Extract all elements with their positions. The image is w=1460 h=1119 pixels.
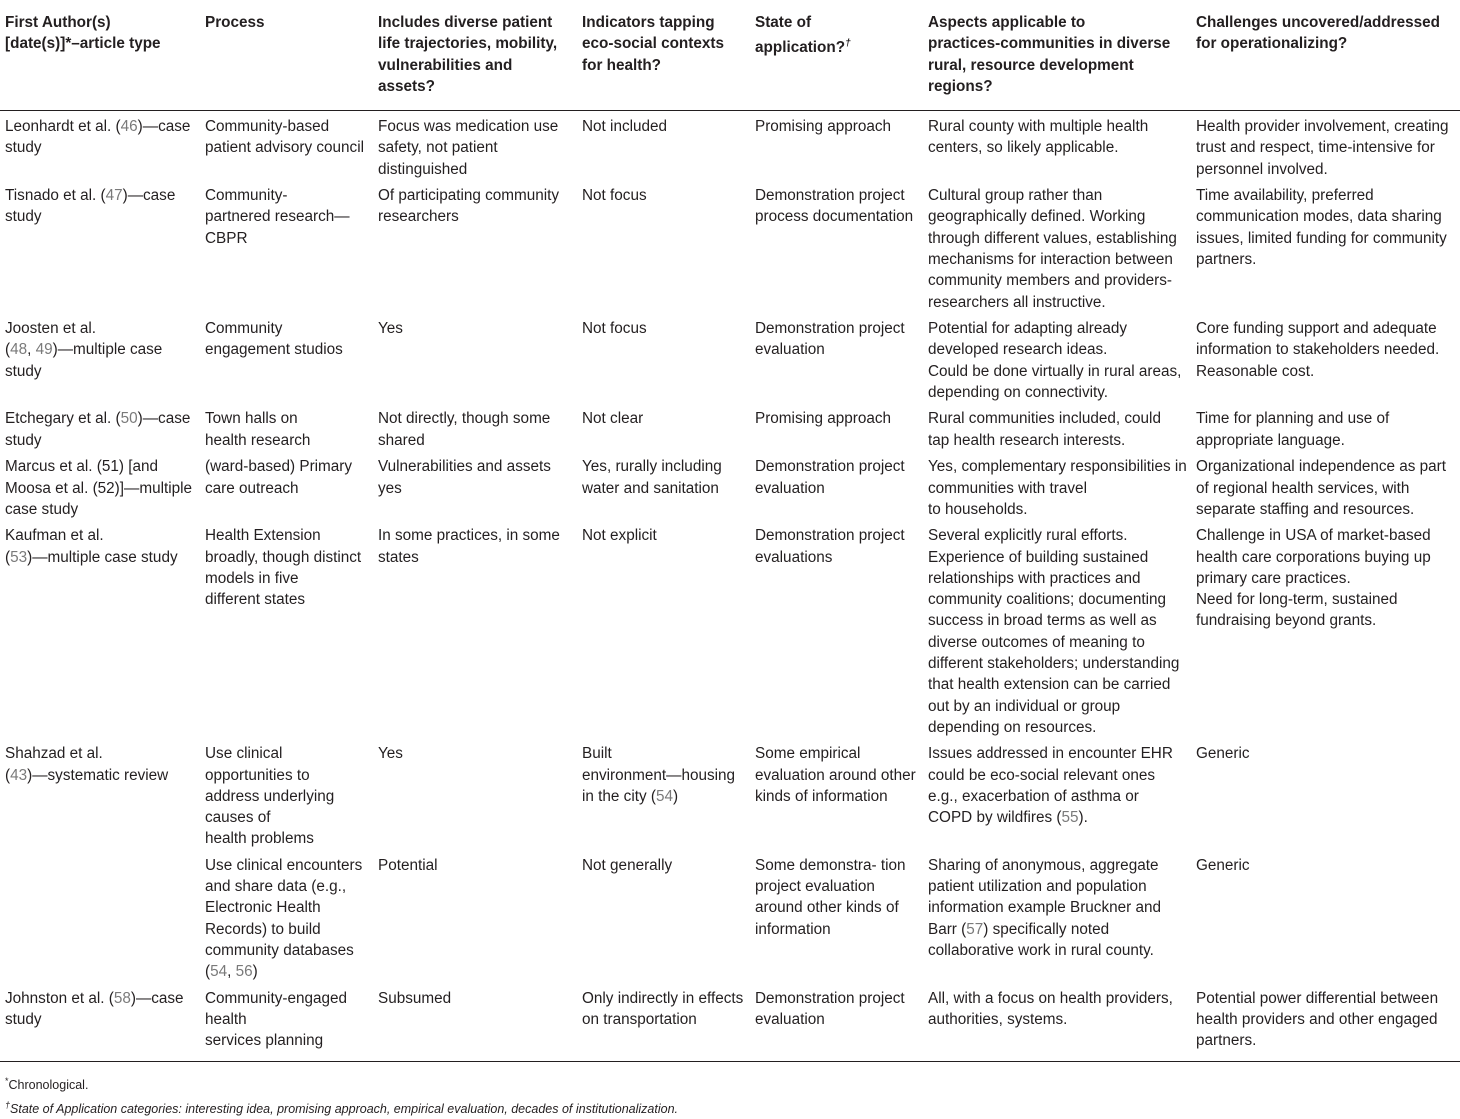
cell-line: health care corporations buying up bbox=[1196, 548, 1431, 566]
cell-line: Potential bbox=[378, 856, 438, 874]
cell-line: information to stakeholders needed. bbox=[1196, 341, 1440, 359]
cell-line: process documentation bbox=[755, 208, 914, 226]
cell-patient-trajectories bbox=[378, 313, 582, 403]
cell-line: Yes bbox=[378, 320, 403, 338]
cell-eco-social-indicators bbox=[582, 180, 755, 313]
cell-process bbox=[205, 180, 378, 313]
cell-line: Not directly, though some bbox=[378, 410, 551, 428]
cell-patient-trajectories bbox=[378, 403, 582, 451]
citation-ref[interactable]: 57 bbox=[966, 920, 984, 938]
cell-line: appropriate language. bbox=[1196, 431, 1345, 449]
cell-line: Community bbox=[205, 320, 283, 338]
cell-line: mechanisms for interaction between bbox=[928, 250, 1173, 268]
cell-rural-aspects bbox=[928, 403, 1196, 451]
cell-eco-social-indicators bbox=[582, 983, 755, 1062]
header-line: life trajectories, mobility, bbox=[378, 35, 558, 53]
cell-line: different stakeholders; understanding bbox=[928, 655, 1180, 673]
citation-ref[interactable]: 49 bbox=[35, 341, 53, 359]
cell-challenges bbox=[1196, 983, 1460, 1062]
cell-line: e.g., exacerbation of asthma or bbox=[928, 787, 1139, 805]
cell-eco-social-indicators bbox=[582, 850, 755, 983]
cell-line: Time for planning and use of bbox=[1196, 410, 1390, 428]
footnote-text: Chronological. bbox=[8, 1078, 89, 1093]
cell-line: authorities, systems. bbox=[928, 1011, 1068, 1029]
cell-line: evaluations bbox=[755, 548, 833, 566]
cell-rural-aspects bbox=[928, 738, 1196, 849]
cell-line: Not explicit bbox=[582, 527, 657, 545]
cell-line: study bbox=[5, 1011, 42, 1029]
cell-line: study bbox=[5, 362, 42, 380]
cell-line: Not included bbox=[582, 118, 668, 136]
cell-line: collaborative work in rural county. bbox=[928, 941, 1154, 959]
cell-line: primary care practices. bbox=[1196, 569, 1351, 587]
cell-line: Potential power differential between bbox=[1196, 989, 1439, 1007]
cell-line: evaluation bbox=[755, 1011, 825, 1029]
column-header-challenges bbox=[1196, 0, 1460, 111]
cell-process bbox=[205, 520, 378, 738]
cell-author bbox=[0, 738, 205, 849]
cell-state-of-application bbox=[755, 850, 928, 983]
cell-eco-social-indicators bbox=[582, 111, 755, 180]
footnote-mark: * bbox=[5, 1076, 9, 1086]
cell-eco-social-indicators bbox=[582, 451, 755, 520]
cell-line: on transportation bbox=[582, 1011, 697, 1029]
cell-line: out by an individual or group bbox=[928, 697, 1121, 715]
cell-author bbox=[0, 850, 205, 983]
cell-line: patient utilization and population bbox=[928, 878, 1147, 896]
cell-line: Rural communities included, could bbox=[928, 410, 1161, 428]
cell-line: Etchegary et al. (50)—case bbox=[5, 410, 191, 428]
table-row bbox=[0, 451, 1460, 520]
cell-line: engagement studios bbox=[205, 341, 343, 359]
cell-line: developed research ideas. bbox=[928, 341, 1108, 359]
cell-patient-trajectories bbox=[378, 738, 582, 849]
cell-line: different states bbox=[205, 591, 306, 609]
cell-line: relationships with practices and bbox=[928, 569, 1141, 587]
cell-line: partners. bbox=[1196, 250, 1257, 268]
column-header-rural-aspects bbox=[928, 0, 1196, 111]
cell-patient-trajectories bbox=[378, 983, 582, 1062]
cell-line: Johnston et al. (58)—case bbox=[5, 989, 184, 1007]
cell-line: Community- bbox=[205, 187, 288, 205]
cell-line: Organizational independence as part bbox=[1196, 458, 1447, 476]
cell-state-of-application bbox=[755, 180, 928, 313]
cell-line: tap health research interests. bbox=[928, 431, 1126, 449]
cell-line: (54, 56) bbox=[205, 963, 258, 981]
citation-ref[interactable]: 48 bbox=[10, 341, 28, 359]
cell-line: community members and providers- bbox=[928, 272, 1172, 290]
cell-line: health bbox=[205, 1011, 247, 1029]
footnote-state-of-application bbox=[5, 1095, 678, 1119]
cell-line: Only indirectly in effects bbox=[582, 989, 744, 1007]
footnote-chronological bbox=[5, 1071, 678, 1095]
cell-state-of-application bbox=[755, 983, 928, 1062]
cell-line: Community-based bbox=[205, 118, 330, 136]
cell-line: Demonstration project bbox=[755, 527, 905, 545]
header-line: Challenges uncovered/addressed bbox=[1196, 14, 1440, 31]
cell-line: Leonhardt et al. (46)—case bbox=[5, 118, 191, 136]
cell-line: Demonstration project bbox=[755, 458, 905, 476]
cell-line: depending on connectivity. bbox=[928, 383, 1109, 401]
header-line: rural, resource development bbox=[928, 56, 1134, 74]
cell-challenges bbox=[1196, 738, 1460, 849]
cell-line: Some demonstra- tion bbox=[755, 856, 906, 874]
cell-patient-trajectories bbox=[378, 180, 582, 313]
cell-challenges bbox=[1196, 451, 1460, 520]
cell-line: Yes, rurally including bbox=[582, 458, 722, 476]
cell-line: researchers all instructive. bbox=[928, 293, 1106, 311]
cell-line: Demonstration project bbox=[755, 320, 905, 338]
cell-state-of-application bbox=[755, 520, 928, 738]
cell-line: kinds of information bbox=[755, 787, 888, 805]
cell-line: All, with a focus on health providers, bbox=[928, 989, 1173, 1007]
table-row bbox=[0, 520, 1460, 738]
cell-line: Some empirical bbox=[755, 745, 861, 763]
cell-line: Joosten et al. bbox=[5, 320, 96, 338]
table-row bbox=[0, 111, 1460, 180]
cell-line: of regional health services, with bbox=[1196, 479, 1410, 497]
citation-ref[interactable]: 53 bbox=[10, 548, 28, 566]
cell-challenges bbox=[1196, 403, 1460, 451]
cell-line: health providers and other engaged bbox=[1196, 1011, 1438, 1029]
cell-line: environment—housing bbox=[582, 766, 736, 784]
cell-patient-trajectories bbox=[378, 111, 582, 180]
table-row bbox=[0, 983, 1460, 1062]
cell-line: Not clear bbox=[582, 410, 644, 428]
cell-author bbox=[0, 983, 205, 1062]
citation-ref[interactable]: 50 bbox=[120, 410, 138, 428]
cell-line: Generic bbox=[1196, 745, 1250, 763]
cell-line: Time availability, preferred bbox=[1196, 187, 1374, 205]
cell-line: information example Bruckner and bbox=[928, 899, 1161, 917]
cell-line: Yes bbox=[378, 745, 403, 763]
header-line: [date(s)]*–article type bbox=[5, 35, 161, 53]
header-line: Process bbox=[205, 14, 265, 31]
cell-author bbox=[0, 403, 205, 451]
cell-line: shared bbox=[378, 431, 425, 449]
cell-line: care outreach bbox=[205, 479, 299, 497]
cell-line: Tisnado et al. (47)—case bbox=[5, 187, 176, 205]
cell-line: Not focus bbox=[582, 187, 647, 205]
cell-line: COPD by wildfires (55). bbox=[928, 809, 1088, 827]
citation-ref[interactable]: 43 bbox=[10, 766, 28, 784]
cell-line: Marcus et al. (51) [and bbox=[5, 458, 159, 476]
cell-line: Community-engaged bbox=[205, 989, 347, 1007]
cell-rural-aspects bbox=[928, 111, 1196, 180]
header-line: Includes diverse patient bbox=[378, 14, 553, 31]
cell-challenges bbox=[1196, 850, 1460, 983]
cell-process bbox=[205, 451, 378, 520]
cell-line: Challenge in USA of market-based bbox=[1196, 527, 1431, 545]
cell-line: Issues addressed in encounter EHR bbox=[928, 745, 1173, 763]
cell-line: success in broad terms as well as bbox=[928, 612, 1157, 630]
header-line: Indicators tapping bbox=[582, 14, 715, 31]
cell-line: opportunities to bbox=[205, 766, 310, 784]
cell-line: Reasonable cost. bbox=[1196, 362, 1315, 380]
cell-line: information bbox=[755, 920, 831, 938]
citation-ref[interactable]: 54 bbox=[655, 787, 673, 805]
cell-line: health problems bbox=[205, 830, 314, 848]
cell-line: (43)—systematic review bbox=[5, 766, 169, 784]
cell-line: Not generally bbox=[582, 856, 673, 874]
cell-line: models in five bbox=[205, 569, 299, 587]
cell-process bbox=[205, 111, 378, 180]
cell-line: diverse outcomes of meaning to bbox=[928, 633, 1145, 651]
cell-eco-social-indicators bbox=[582, 738, 755, 849]
cell-line: health research bbox=[205, 431, 311, 449]
citation-ref[interactable]: 46 bbox=[120, 118, 138, 136]
cell-line: to households. bbox=[928, 500, 1028, 518]
cell-line: Subsumed bbox=[378, 989, 452, 1007]
header-line: Aspects applicable to bbox=[928, 14, 1086, 31]
cell-line: evaluation bbox=[755, 341, 825, 359]
cell-line: safety, not patient bbox=[378, 139, 498, 157]
cell-line: Built bbox=[582, 745, 612, 763]
citation-ref[interactable]: 58 bbox=[113, 989, 131, 1007]
cell-line: Need for long-term, sustained bbox=[1196, 591, 1398, 609]
cell-line: Shahzad et al. bbox=[5, 745, 103, 763]
cell-line: Generic bbox=[1196, 856, 1250, 874]
cell-line: Experience of building sustained bbox=[928, 548, 1149, 566]
cell-line: and share data (e.g., bbox=[205, 878, 347, 896]
cell-line: distinguished bbox=[378, 160, 468, 178]
cell-author bbox=[0, 111, 205, 180]
cell-line: researchers bbox=[378, 208, 459, 226]
cell-line: trust and respect, time-intensive for bbox=[1196, 139, 1435, 157]
cell-rural-aspects bbox=[928, 850, 1196, 983]
cell-line: Moosa et al. (52)]—multiple bbox=[5, 479, 193, 497]
column-header-author bbox=[0, 0, 205, 111]
footnotes bbox=[5, 1071, 678, 1119]
cell-author bbox=[0, 180, 205, 313]
cell-line: separate staffing and resources. bbox=[1196, 500, 1415, 518]
cell-line: Rural county with multiple health bbox=[928, 118, 1149, 136]
cell-line: study bbox=[5, 431, 42, 449]
cell-line: Several explicitly rural efforts. bbox=[928, 527, 1128, 545]
cell-line: Of participating community bbox=[378, 187, 560, 205]
cell-challenges bbox=[1196, 111, 1460, 180]
cell-line: community databases bbox=[205, 941, 354, 959]
cell-line: (48, 49)—multiple case bbox=[5, 341, 163, 359]
cell-line: Focus was medication use bbox=[378, 118, 559, 136]
cell-line: community coalitions; documenting bbox=[928, 591, 1167, 609]
column-header-eco-social-indicators bbox=[582, 0, 755, 111]
cell-line: (53)—multiple case study bbox=[5, 548, 178, 566]
cell-line: centers, so likely applicable. bbox=[928, 139, 1119, 157]
cell-line: depending on resources. bbox=[928, 718, 1097, 736]
cell-challenges bbox=[1196, 180, 1460, 313]
cell-line: that health extension can be carried bbox=[928, 676, 1171, 694]
cell-eco-social-indicators bbox=[582, 520, 755, 738]
column-header-patient-trajectories bbox=[378, 0, 582, 111]
cell-state-of-application bbox=[755, 403, 928, 451]
cell-line: could be eco-social relevant ones bbox=[928, 766, 1156, 784]
cell-line: causes of bbox=[205, 809, 271, 827]
table-body bbox=[0, 111, 1460, 1062]
citation-ref[interactable]: 55 bbox=[1061, 809, 1079, 827]
cell-line: personnel involved. bbox=[1196, 160, 1328, 178]
cell-line: Records) to build bbox=[205, 920, 321, 938]
cell-line: water and sanitation bbox=[582, 479, 719, 497]
citation-ref[interactable]: 56 bbox=[235, 963, 253, 981]
cell-line: Potential for adapting already bbox=[928, 320, 1127, 338]
cell-line: Promising approach bbox=[755, 410, 892, 428]
cell-line: geographically defined. Working bbox=[928, 208, 1146, 226]
cell-line: address underlying bbox=[205, 787, 335, 805]
cell-line: Town halls on bbox=[205, 410, 298, 428]
cell-line: Could be done virtually in rural areas, bbox=[928, 362, 1182, 380]
cell-line: Cultural group rather than bbox=[928, 187, 1103, 205]
cell-line: broadly, though distinct bbox=[205, 548, 362, 566]
cell-line: Demonstration project bbox=[755, 187, 905, 205]
cell-line: communities with travel bbox=[928, 479, 1087, 497]
header-line: State of bbox=[755, 14, 812, 31]
cell-line: Sharing of anonymous, aggregate bbox=[928, 856, 1159, 874]
cell-line: (ward-based) Primary bbox=[205, 458, 353, 476]
cell-process bbox=[205, 403, 378, 451]
footnote-text: State of Application categories: interesting idea, promising approach, empirical evaluation, decades of institutionalization. bbox=[10, 1102, 678, 1117]
cell-rural-aspects bbox=[928, 520, 1196, 738]
column-header-state-of-application bbox=[755, 0, 928, 111]
cell-line: Not focus bbox=[582, 320, 647, 338]
cell-rural-aspects bbox=[928, 983, 1196, 1062]
cell-state-of-application bbox=[755, 111, 928, 180]
cell-line: patient advisory council bbox=[205, 139, 365, 157]
cell-patient-trajectories bbox=[378, 850, 582, 983]
cell-line: study bbox=[5, 208, 42, 226]
header-line: First Author(s) bbox=[5, 14, 111, 31]
cell-process bbox=[205, 983, 378, 1062]
cell-line: Yes, complementary responsibilities in bbox=[928, 458, 1187, 476]
table-row bbox=[0, 180, 1460, 313]
cell-rural-aspects bbox=[928, 313, 1196, 403]
cell-state-of-application bbox=[755, 313, 928, 403]
cell-process bbox=[205, 850, 378, 983]
cell-line: partnered research— bbox=[205, 208, 350, 226]
cell-line: Use clinical encounters bbox=[205, 856, 363, 874]
cell-patient-trajectories bbox=[378, 520, 582, 738]
cell-line: Use clinical bbox=[205, 745, 283, 763]
cell-line: Vulnerabilities and assets bbox=[378, 458, 551, 476]
cell-eco-social-indicators bbox=[582, 313, 755, 403]
header-line: regions? bbox=[928, 77, 993, 95]
header-line: application?† bbox=[755, 38, 851, 57]
header-line: vulnerabilities and bbox=[378, 56, 513, 74]
cell-line: around other kinds of bbox=[755, 899, 899, 917]
cell-process bbox=[205, 313, 378, 403]
cell-eco-social-indicators bbox=[582, 403, 755, 451]
cell-process bbox=[205, 738, 378, 849]
cell-line: CBPR bbox=[205, 229, 248, 247]
cell-line: case study bbox=[5, 500, 79, 518]
cell-challenges bbox=[1196, 313, 1460, 403]
cell-line: Health provider involvement, creating bbox=[1196, 118, 1449, 136]
table-row bbox=[0, 403, 1460, 451]
table-row bbox=[0, 738, 1460, 849]
cell-line: in the city (54) bbox=[582, 787, 679, 805]
header-line: eco-social contexts bbox=[582, 35, 724, 53]
cell-line: Promising approach bbox=[755, 118, 892, 136]
cell-line: Electronic Health bbox=[205, 899, 321, 917]
cell-author bbox=[0, 451, 205, 520]
cell-line: fundraising beyond grants. bbox=[1196, 612, 1377, 630]
cell-line: yes bbox=[378, 479, 402, 497]
cell-line: Core funding support and adequate bbox=[1196, 320, 1437, 338]
cell-state-of-application bbox=[755, 451, 928, 520]
cell-line: project evaluation bbox=[755, 878, 875, 896]
header-row bbox=[0, 0, 1460, 111]
header-line: for health? bbox=[582, 56, 662, 74]
cell-patient-trajectories bbox=[378, 451, 582, 520]
cell-line: evaluation around other bbox=[755, 766, 916, 784]
cell-line: partners. bbox=[1196, 1032, 1257, 1050]
cell-author bbox=[0, 520, 205, 738]
column-header-process bbox=[205, 0, 378, 111]
header-line: practices-communities in diverse bbox=[928, 35, 1171, 53]
table-row bbox=[0, 850, 1460, 983]
cell-line: Health Extension bbox=[205, 527, 321, 545]
cell-line: study bbox=[5, 139, 42, 157]
header-line: assets? bbox=[378, 77, 435, 95]
cell-rural-aspects bbox=[928, 451, 1196, 520]
cell-line: evaluation bbox=[755, 479, 825, 497]
cell-line: Demonstration project bbox=[755, 989, 905, 1007]
header-line: for operationalizing? bbox=[1196, 35, 1348, 53]
footnote-mark: † bbox=[5, 1100, 11, 1111]
cell-line: issues, limited funding for community bbox=[1196, 229, 1447, 247]
cell-author bbox=[0, 313, 205, 403]
cell-line: through different values, establishing bbox=[928, 229, 1177, 247]
cell-line: Kaufman et al. bbox=[5, 527, 104, 545]
citation-ref[interactable]: 47 bbox=[105, 187, 123, 205]
cell-line: Barr (57) specifically noted bbox=[928, 920, 1110, 938]
cell-line: services planning bbox=[205, 1032, 324, 1050]
cell-state-of-application bbox=[755, 738, 928, 849]
cell-line: states bbox=[378, 548, 419, 566]
citation-ref[interactable]: 54 bbox=[210, 963, 228, 981]
cell-challenges bbox=[1196, 520, 1460, 738]
cell-rural-aspects bbox=[928, 180, 1196, 313]
table-row bbox=[0, 313, 1460, 403]
cell-line: In some practices, in some bbox=[378, 527, 560, 545]
cell-line: communication modes, data sharing bbox=[1196, 208, 1442, 226]
